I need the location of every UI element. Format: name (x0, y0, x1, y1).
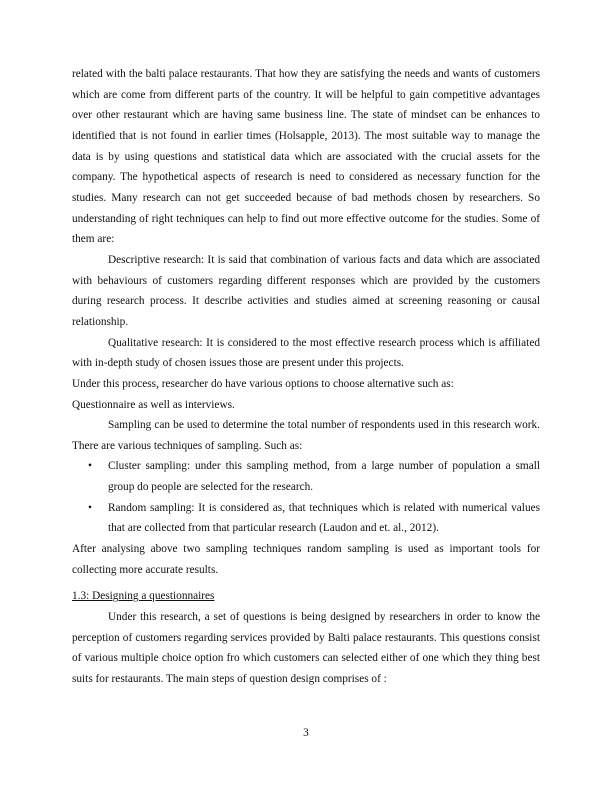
list-item (72, 456, 540, 497)
list-item-text: Cluster sampling: under this sampling method, from a large number of population a small group do people are selected for the research. (108, 460, 540, 494)
list-item (72, 498, 540, 539)
paragraph-questionnaire-design: Under this research, a set of questions is being designed by researchers in order to know the perception of customers regarding services provided by Balti palace restaurants. This questions consist of various multiple choice option fro which customers can selected either of one which they thing best suits for restaurants. The main steps of question design comprises of : (72, 611, 540, 686)
bullet-icon: • (88, 460, 92, 473)
paragraph-sampling: Sampling can be used to determine the total number of respondents used in this research work. There are various techniques of sampling. Such as: (72, 419, 540, 452)
paragraph-qualitative-research: Qualitative research: It is considered to the most effective research process which is affiliated with in-depth study of chosen issues those are present under this projects. (72, 336, 540, 370)
paragraph-descriptive-research: Descriptive research: It is said that combination of various facts and data which are associated with behaviours of customers regarding different responses which are provided by the customers during research process. It describe activities and studies aimed at screening reasoning or causal relationship. (72, 253, 540, 328)
paragraph-options: Under this process, researcher do have various options to choose alternative such as: (72, 377, 454, 390)
paragraph-intro: related with the balti palace restaurants. That how they are satisfying the needs and wants of customers which are come from different parts of the country. It will be helpful to gain competitive advantages over other restaurant which are having same business line. The state of mindset can be enhances to identified that is not found in earlier times (Holsapple, 2013). The most suitable way to manage the data is by using questions and statistical data which are associated with the crucial assets for the company. The hypothetical aspects of research is need to considered as necessary function for the studies. Many research can not get succeeded because of bad methods chosen by researchers. So understanding of right techniques can help to find out more effective outcome for the studies. Some of them are: (72, 68, 540, 246)
section-heading: 1.3: Designing a questionnaires (72, 590, 215, 603)
list-item-text: Random sampling: It is considered as, that techniques which is related with numerical values that are collected from that particular research (Laudon and et. al., 2012). (108, 501, 540, 535)
sampling-techniques-list (72, 456, 540, 539)
bullet-icon: • (88, 501, 92, 514)
document-page (72, 64, 540, 690)
paragraph-analysis: After analysing above two sampling techniques random sampling is used as important tools for collecting more accurate results. (72, 543, 540, 576)
paragraph-questionnaire: Questionnaire as well as interviews. (72, 398, 235, 411)
page-number: 3 (303, 727, 309, 739)
